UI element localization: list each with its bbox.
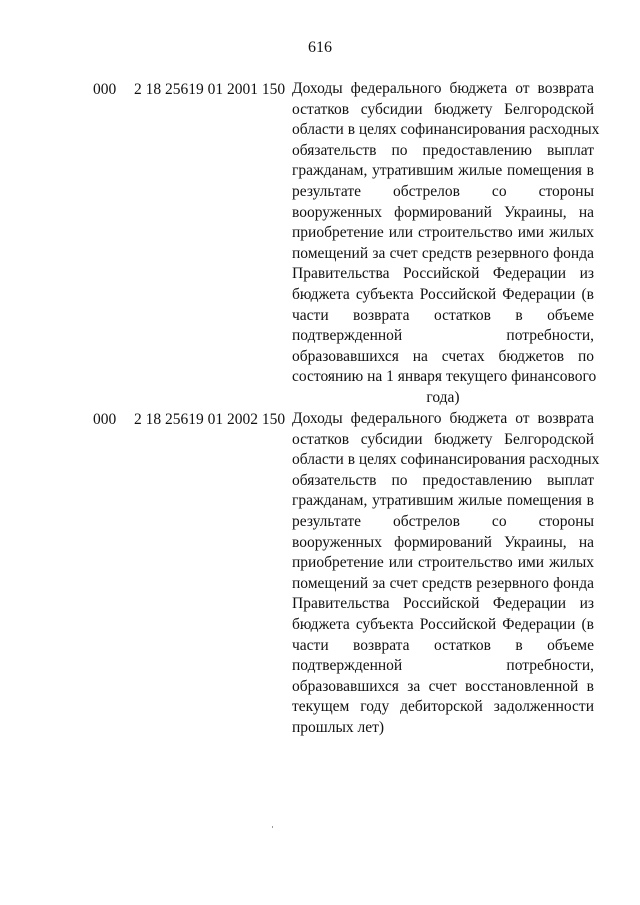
description-line: образовавшихся на счетах бюджетов по — [292, 347, 594, 365]
description-line: года) — [426, 388, 460, 406]
description-line: остатков субсидии бюджету Белгородской — [292, 100, 594, 118]
description-line: бюджета субъекта Российской Федерации (в — [292, 615, 594, 633]
description-line: подтвержденной потребности, — [292, 327, 594, 345]
description-line: области в целях софинансирования расходных — [292, 121, 600, 139]
description-line: приобретение или строительство ими жилых — [292, 224, 594, 242]
description-line: гражданам, утратившим жилые помещения в — [292, 492, 594, 510]
description-line: области в целях софинансирования расходных — [292, 451, 600, 469]
description-line: результате обстрелов со стороны — [292, 512, 594, 530]
budget-classification-code: 2 18 25619 01 2001 150 — [134, 81, 286, 98]
description-line: подтвержденной потребности, — [292, 657, 594, 675]
description-line: Правительства Российской Федерации из — [292, 265, 594, 283]
description-line: результате обстрелов со стороны — [292, 182, 594, 200]
description-line: части возврата остатков в объеме — [292, 306, 594, 324]
description-line: бюджета субъекта Российской Федерации (в — [292, 285, 594, 303]
description-line: образовавшихся за счет восстановленной в — [292, 677, 594, 695]
description-line: гражданам, утратившим жилые помещения в — [292, 162, 594, 180]
description-line: обязательств по предоставлению выплат — [292, 471, 594, 489]
description-line: Доходы федерального бюджета от возврата — [292, 80, 594, 97]
description-line: остатков субсидии бюджету Белгородской — [292, 430, 594, 448]
income-description — [292, 409, 600, 739]
description-line: вооруженных формирований Украины, на — [292, 203, 594, 221]
page-number: 616 — [308, 39, 332, 56]
scan-artifact — [272, 826, 273, 828]
description-line: части возврата остатков в объеме — [292, 636, 594, 654]
description-line: обязательств по предоставлению выплат — [292, 141, 594, 159]
description-line: Доходы федерального бюджета от возврата — [292, 410, 594, 427]
description-line: Правительства Российской Федерации из — [292, 595, 594, 613]
description-line: состоянию на 1 января текущего финансового — [292, 368, 597, 386]
admin-code: 000 — [93, 81, 117, 98]
income-description — [292, 79, 600, 409]
description-line: помещений за счет средств резервного фонда — [292, 244, 594, 262]
description-line: прошлых лет) — [292, 718, 385, 736]
budget-classification-code: 2 18 25619 01 2002 150 — [134, 411, 286, 428]
description-line: помещений за счет средств резервного фонда — [292, 574, 594, 592]
description-line: текущем году дебиторской задолженности — [292, 698, 594, 716]
description-line: приобретение или строительство ими жилых — [292, 554, 594, 572]
description-line: вооруженных формирований Украины, на — [292, 533, 594, 551]
admin-code: 000 — [93, 411, 117, 428]
